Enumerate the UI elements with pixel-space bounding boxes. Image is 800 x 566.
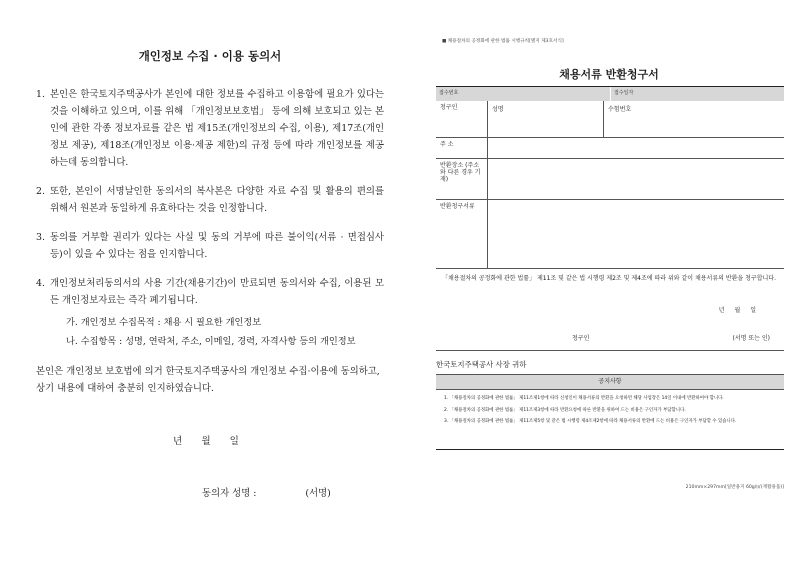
collection-items: 나. 수집항목 : 성명, 연락처, 주소, 이메일, 경력, 자격사항 등의 개인정보 xyxy=(66,336,356,347)
documents-label: 반환청구서류 xyxy=(436,200,488,268)
recipient: 한국토지주택공사 사장 귀하 xyxy=(436,351,784,375)
claimant-label: 청구인 xyxy=(572,335,590,342)
request-statement xyxy=(436,269,784,351)
applicant-label: 청구인 xyxy=(436,101,488,137)
collection-purpose: 가. 개인정보 수집목적 : 채용 시 필요한 개인정보 xyxy=(66,317,262,328)
statement-date: 년 월 일 xyxy=(718,307,760,314)
consent-date: 년 월 일 xyxy=(173,436,247,447)
return-request-form xyxy=(436,86,784,450)
consent-item xyxy=(36,183,384,217)
documents-field[interactable] xyxy=(488,200,784,268)
notice-item: 2. 「채용절차의 공정화에 관한 법률」 제11조제3항에 따라 반환요청에 따른 반환을 위하여 드는 비용은 구인자가 부담합니다. xyxy=(444,407,686,413)
item-number: 1. xyxy=(36,89,45,100)
receipt-row xyxy=(436,87,784,101)
statement-text: 「채용절차의 공정화에 관한 법률」 제11조 및 같은 법 시행령 제2조 및 제4조에 따라 위와 같이 채용서류의 반환을 청구합니다. xyxy=(442,275,777,282)
form-legal-header: ■ 채용절차의 공정화에 관한 법률 시행규칙[별지 제3호서식] xyxy=(442,39,564,44)
return-place-row xyxy=(436,159,784,200)
consent-item xyxy=(36,229,384,263)
signer-line xyxy=(202,485,384,499)
notice-body xyxy=(436,390,784,450)
return-place-label: 반환장소 (주소와 다른 경우 기재) xyxy=(436,159,488,199)
address-label: 주 소 xyxy=(436,138,488,158)
notice-item: 3. 「채용절차의 공정화에 관한 법률」 제11조제5항 및 같은 법 시행령 제4조제2항에 따라 채용서류의 반환에 드는 비용은 구인자가 부담할 수 있습니다. xyxy=(444,419,737,424)
name-label: 성명 xyxy=(492,106,504,113)
claimant-sign: (서명 또는 인) xyxy=(732,335,770,342)
address-field[interactable] xyxy=(488,138,784,158)
applicant-row xyxy=(436,101,784,138)
notice-item: 1. 「채용절차의 공정화에 관한 법률」 제11조제1항에 따라 신청인이 채용서류의 반환을 요청하면 해당 사업장은 14일 이내에 반환하여야 합니다. xyxy=(444,396,724,401)
consent-item xyxy=(36,86,384,171)
item-text: 개인정보처리동의서의 사용 기간(채용기간)이 만료되면 동의서와 수집, 이용된 모든 개인정보자료는 즉각 폐기됩니다. xyxy=(50,278,384,306)
paper-spec: 210mm×297mm[일반용지 60g/㎡(재활용품)] xyxy=(685,485,784,490)
item-text: 본인은 한국토지주택공사가 본인에 대한 정보를 수집하고 이용함에 필요가 있다는 것을 이해하고 있으며, 이를 위해 「개인정보보호법」 등에 의해 보호되고 있는 본인에 관한 각종 정보자료를 같은 법 제15조(개인정보의 수집, 이용), 제17조(개인정보 제공), 제18조(개인정보 이용·제공 제한)의 규정 등에 따라 개인정보를 제공하는데 동의합니다. xyxy=(50,89,384,168)
receipt-number-label: 접수번호 xyxy=(436,87,611,101)
exam-number-label: 수험번호 xyxy=(608,106,632,113)
item-number: 4. xyxy=(36,278,45,289)
return-request-page xyxy=(418,0,800,566)
receipt-date-label: 접수일자 xyxy=(614,90,634,96)
notice-title: 공지사항 xyxy=(436,375,784,390)
exam-number-field[interactable] xyxy=(604,101,635,137)
item-number: 2. xyxy=(36,186,45,197)
documents-row xyxy=(436,200,784,269)
signer-label: 동의자 성명 : xyxy=(202,488,257,499)
item-number: 3. xyxy=(36,232,45,243)
name-field[interactable] xyxy=(488,101,604,137)
consent-statement: 본인은 개인정보 보호법에 의거 한국토지주택공사의 개인정보 수집·이용에 동의하고, 상기 내용에 대하여 충분히 인지하였습니다. xyxy=(36,366,380,394)
item-text: 동의를 거부할 권리가 있다는 사실 및 동의 거부에 따른 불이익(서류 · 면접심사 등)이 있을 수 있다는 점을 인지합니다. xyxy=(50,232,384,260)
sign-note: (서명) xyxy=(305,488,331,499)
consent-title: 개인정보 수집 · 이용 동의서 xyxy=(138,49,282,63)
item-text: 또한, 본인이 서명날인한 동의서의 복사본은 다양한 자료 수집 및 활용의 편의를 위해서 원본과 동일하게 유효하다는 것을 인정합니다. xyxy=(50,186,384,214)
address-row xyxy=(436,138,784,159)
consent-item xyxy=(36,275,384,309)
return-place-field[interactable] xyxy=(488,159,784,199)
form-title: 채용서류 반환청구서 xyxy=(559,68,659,81)
